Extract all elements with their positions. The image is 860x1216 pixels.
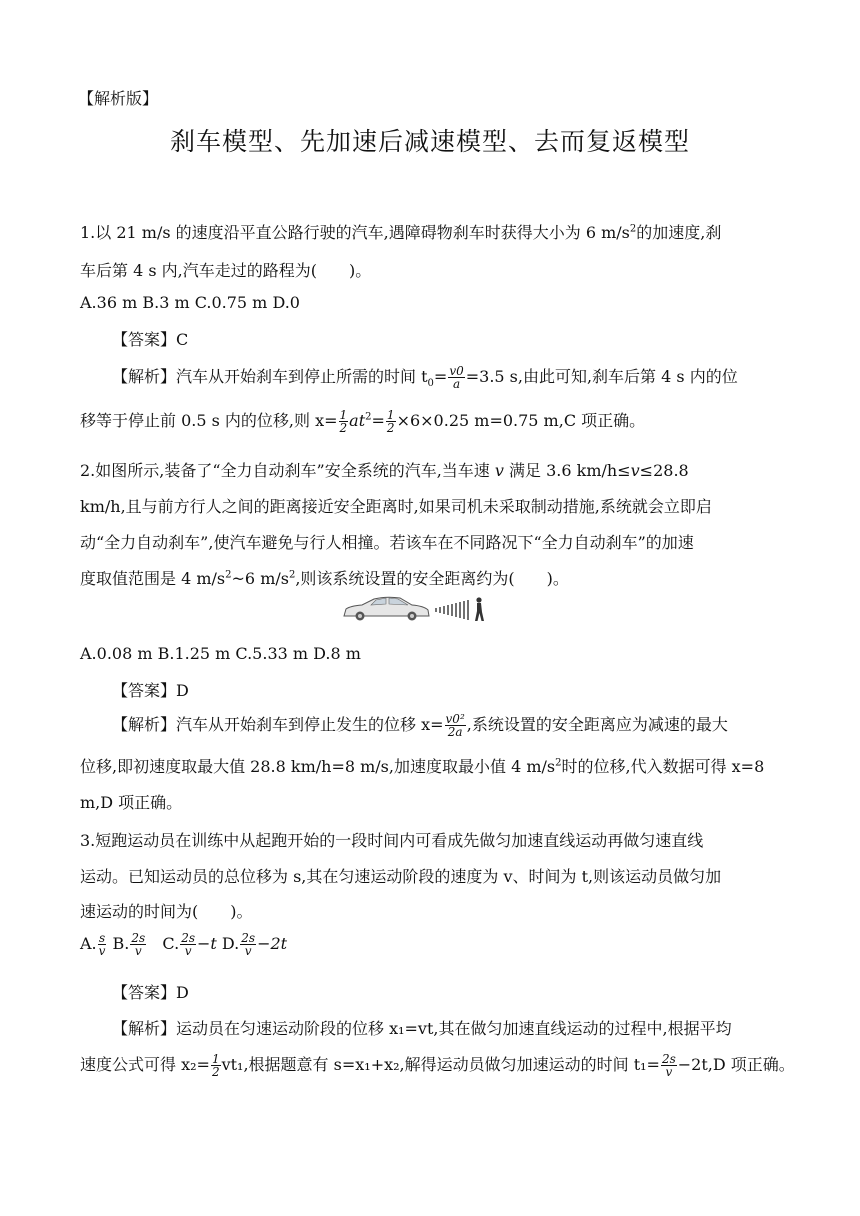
- q1-exp-sup: 2: [365, 411, 372, 423]
- q3-stem-line3: 速运动的时间为( )。: [80, 902, 253, 921]
- q1-answer: 【答案】C: [112, 330, 189, 349]
- frac-denominator: v: [184, 944, 192, 958]
- q1-exp-text: 移等于停止前 0.5 s 内的位移,则 x=: [80, 411, 338, 430]
- q1-explanation-line2: [80, 408, 645, 434]
- car-icon: [344, 597, 429, 620]
- q2-stem-line2: km/h,且与前方行人之间的距离接近安全距离时,如果司机未采取制动措施,系统就会立即启: [80, 497, 712, 516]
- frac-denominator: v: [665, 1065, 673, 1079]
- frac-numerator: s: [98, 931, 106, 945]
- q2-text: ~6 m/s: [231, 569, 289, 588]
- q2-exp-text: 时的位移,代入数据可得 x=8: [561, 757, 765, 776]
- frac-numerator: v0²: [445, 712, 465, 726]
- q2-options: A.0.08 m B.1.25 m C.5.33 m D.8 m: [80, 644, 361, 663]
- q3-explanation-line2: [80, 1052, 795, 1078]
- frac-denominator: 2a: [447, 725, 463, 739]
- q2-stem-line3: 动“全力自动刹车”,使汽车避免与行人相撞。若该车在不同路况下“全力自动刹车”的加速: [80, 533, 694, 552]
- sensor-wave-icon: [436, 600, 468, 620]
- q1-exp-text: =3.5 s,由此可知,刹车后第 4 s 内的位: [465, 367, 738, 386]
- q3-option-c: C.: [162, 934, 180, 953]
- frac-denominator: 2: [339, 421, 348, 435]
- q1-exp-fraction: [386, 409, 396, 434]
- q2-explanation-line3: m,D 项正确。: [80, 793, 183, 812]
- q1-stem-line1: [80, 220, 721, 243]
- q2-text: 2.如图所示,装备了“全力自动刹车”安全系统的汽车,当车速: [80, 461, 495, 480]
- frac-numerator: 2s: [241, 931, 256, 945]
- q3-exp-text: −2t,D 项正确。: [677, 1055, 795, 1074]
- frac-denominator: v: [244, 944, 252, 958]
- q2-text: ,则该系统设置的安全距离约为( )。: [295, 569, 569, 588]
- q2-explanation-line2: [80, 754, 764, 777]
- q2-exp-fraction: [445, 713, 466, 738]
- q3-option-fraction: [240, 932, 256, 957]
- frac-denominator: v: [98, 944, 106, 958]
- q1-exp-fraction: [448, 365, 464, 390]
- q3-exp-fraction: [661, 1053, 677, 1078]
- q1-stem-line2: 车后第 4 s 内,汽车走过的路程为( )。: [80, 261, 372, 280]
- q3-option-tail: −2t: [257, 934, 288, 953]
- q2-sup: 2: [288, 569, 296, 581]
- car-sensor-illustration: [340, 594, 490, 624]
- q3-options: [80, 932, 287, 957]
- page-title: 刹车模型、先加速后减速模型、去而复返模型: [169, 127, 690, 156]
- q3-stem-line2: 运动。已知运动员的总位移为 s,其在匀速运动阶段的速度为 v、时间为 t,则该运动员做匀加: [80, 867, 722, 886]
- q1-text: 的加速度,刹: [636, 223, 722, 242]
- pedestrian-icon: [475, 597, 484, 621]
- frac-numerator: 2s: [661, 1052, 676, 1066]
- q3-option-fraction: [180, 932, 196, 957]
- frac-denominator: 2: [386, 421, 395, 435]
- q2-exp-text: ,系统设置的安全距离应为减速的最大: [466, 715, 728, 734]
- q1-options: A.36 m B.3 m C.0.75 m D.0: [80, 293, 300, 312]
- q2-exp-sup: 2: [555, 757, 562, 769]
- frac-denominator: a: [452, 377, 461, 391]
- q2-exp-text: 【解析】汽车从开始刹车到停止发生的位移 x=: [112, 715, 444, 734]
- q3-option-fraction: [98, 932, 107, 957]
- q1-explanation-line1: [112, 364, 738, 390]
- frac-numerator: 1: [386, 408, 395, 422]
- q1-exp-text: at: [349, 411, 366, 430]
- frac-numerator: 1: [211, 1052, 220, 1066]
- q1-exp-text: ×6×0.25 m=0.75 m,C 项正确。: [396, 411, 646, 430]
- q2-text: 满足 3.6 km/h≤: [503, 461, 631, 480]
- q2-stem-line1: [80, 458, 689, 481]
- q3-stem-line1: 3.短跑运动员在训练中从起跑开始的一段时间内可看成先做匀加速直线运动再做匀速直线: [80, 831, 704, 850]
- q3-explanation-line1: 【解析】运动员在匀速运动阶段的位移 x₁=vt,其在做匀加速直线运动的过程中,根据平均: [112, 1019, 732, 1038]
- q3-exp-fraction: [211, 1053, 221, 1078]
- q3-answer: 【答案】D: [112, 983, 189, 1002]
- q2-text: 度取值范围是 4 m/s: [80, 569, 226, 588]
- q3-exp-text: 速度公式可得 x₂=: [80, 1055, 210, 1074]
- frac-numerator: 2s: [181, 931, 195, 945]
- q1-text: 1.以 21 m/s 的速度沿平直公路行驶的汽车,遇障碍物刹车时获得大小为 6 m/s: [80, 223, 630, 242]
- q3-option-a: A.: [80, 934, 97, 953]
- q2-stem-line4: [80, 566, 569, 589]
- frac-denominator: 2: [211, 1065, 220, 1079]
- q1-exp-text: 【解析】汽车从开始刹车到停止所需的时间 t: [112, 367, 428, 386]
- q1-sup: 2: [629, 223, 637, 235]
- q2-exp-text: 位移,即初速度取最大值 28.8 km/h=8 m/s,加速度取最小值 4 m/s: [80, 757, 556, 776]
- q3-exp-text: vt₁,根据题意有 s=x₁+x₂,解得运动员做匀加速运动的时间 t₁=: [221, 1055, 660, 1074]
- q1-exp-sub: 0: [427, 378, 434, 390]
- q3-option-d: D.: [221, 934, 240, 953]
- frac-numerator: v0: [449, 364, 464, 378]
- q3-option-b: B.: [112, 934, 130, 953]
- q1-exp-eq: =: [371, 411, 385, 430]
- q2-sup: 2: [225, 569, 232, 581]
- q1-exp-eq: =: [433, 367, 448, 386]
- q1-exp-fraction: [339, 409, 349, 434]
- q3-option-fraction: [130, 932, 146, 957]
- q2-var-v: v: [494, 461, 504, 480]
- q2-text: ≤28.8: [639, 461, 689, 480]
- frac-numerator: 2s: [131, 931, 146, 945]
- frac-numerator: 1: [339, 408, 348, 422]
- q3-option-tail: −t: [196, 934, 217, 953]
- frac-denominator: v: [134, 944, 142, 958]
- q2-var-v: v: [630, 461, 640, 480]
- edition-tag: 【解析版】: [78, 89, 159, 108]
- q2-answer: 【答案】D: [112, 681, 189, 700]
- q2-explanation-line1: [112, 712, 728, 738]
